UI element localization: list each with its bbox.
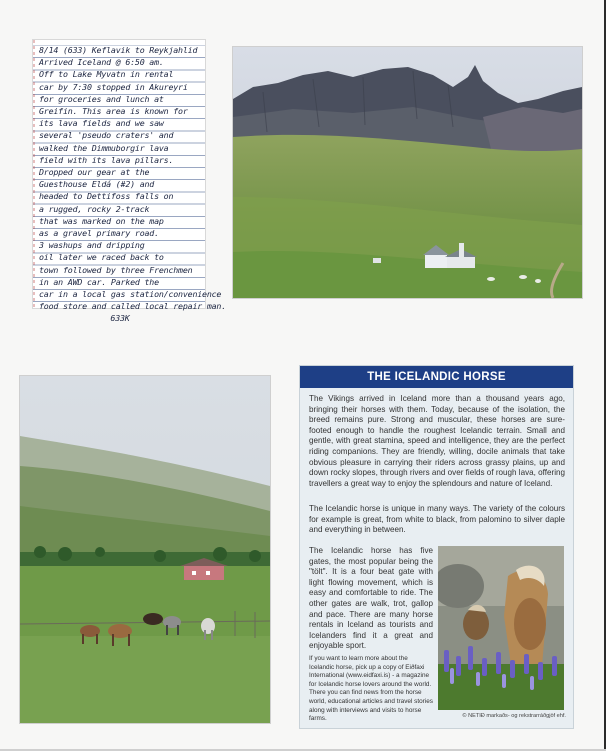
note-line: car in a local gas station/convenience <box>39 289 222 300</box>
note-line: Greifin. This area is known for <box>39 106 188 117</box>
note-line: Dropped our gear at the <box>39 167 150 178</box>
clipping-paragraph-3: The Icelandic horse has five gates, the most popular being the "tölt". It is a four beat gate with light flowing movement, which is easy and comfortable to ride. The other gates are walk, trot, gallop and pace. There are many horse rentals in Iceland as tourists and Icelanders find it a great and enjoyable sport. <box>309 546 433 651</box>
note-line: 3 washups and dripping <box>39 240 145 251</box>
note-line: town followed by three Frenchmen <box>39 264 193 275</box>
note-line: for groceries and lunch at <box>39 93 164 104</box>
note-line: in an AWD car. Parked the <box>39 276 159 287</box>
clipping-paragraph-4: If you want to learn more about the Icelandic horse, pick up a copy of Eiðfaxi International (www.eidfaxi.is) - a magazine for Icelandic horse lovers around the world. There you can find news from the horse world, educational articles and travel stories along with interviews and visits to horse farms. <box>309 655 433 723</box>
note-line: walked the Dimmuborgir lava <box>39 142 169 153</box>
photo-horses-field <box>20 376 270 723</box>
note-line: field with its lava pillars. <box>39 154 174 165</box>
note-line: Guesthouse Eldá (#2) and <box>39 179 155 190</box>
note-line: Arrived Iceland @ 6:50 am. <box>39 57 164 68</box>
note-line: 8/14 (633) Keflavik to Reykjahlid <box>39 45 198 55</box>
clipping-paragraph-1: The Vikings arrived in Iceland more than a thousand years ago, bringing their horses with them. Today, because of the isolation, the breed remains pure. Strong and muscular, these horses are sure-footed enough to handle the roughest Icelandic terrain. Small and gentle, with great stamina, speed and intelligence, they are the perfect riding companions. They are friendly, willing, docile animals that take obvious pleasure in carrying their riders across grassy plains, up and down rocky slopes, through rivers and over fields of rough lava, offering travellers a great way to enjoy the splendours and nature of Iceland. <box>309 394 565 488</box>
note-text <box>39 44 227 325</box>
clipping-paragraph-2: The Icelandic horse is unique in many ways. The variety of the colours for example is great, from white to black, from palomino to silver daple and everything in between. <box>309 504 565 535</box>
note-margin-line <box>33 40 35 308</box>
note-line: its lava fields and we saw <box>39 118 164 129</box>
note-line: 633K <box>110 313 130 324</box>
photo-mountain-farm <box>233 47 582 298</box>
clipping-credit: © NETIÐ markaðs- og rekstrarráðgjöf ehf. <box>462 713 566 719</box>
clipping-title: THE ICELANDIC HORSE <box>300 366 573 388</box>
note-line: a rugged, rocky 2-track <box>39 203 150 214</box>
note-line: car by 7:30 stopped in Akureyri <box>39 81 188 92</box>
note-line: several 'pseudo craters' and <box>39 130 174 141</box>
handwritten-note-card <box>33 40 227 324</box>
note-line: that was marked on the map <box>39 215 164 226</box>
note-line: headed to Dettifoss falls on <box>39 191 174 202</box>
note-line: Off to Lake Myvatn in rental <box>39 69 174 80</box>
photo-icelandic-horses-lupines <box>438 546 564 710</box>
note-line: food store and called local repair man. <box>39 301 227 312</box>
note-line: oil later we raced back to <box>39 252 164 263</box>
magazine-clipping <box>300 366 573 728</box>
note-line: as a gravel primary road. <box>39 228 159 239</box>
